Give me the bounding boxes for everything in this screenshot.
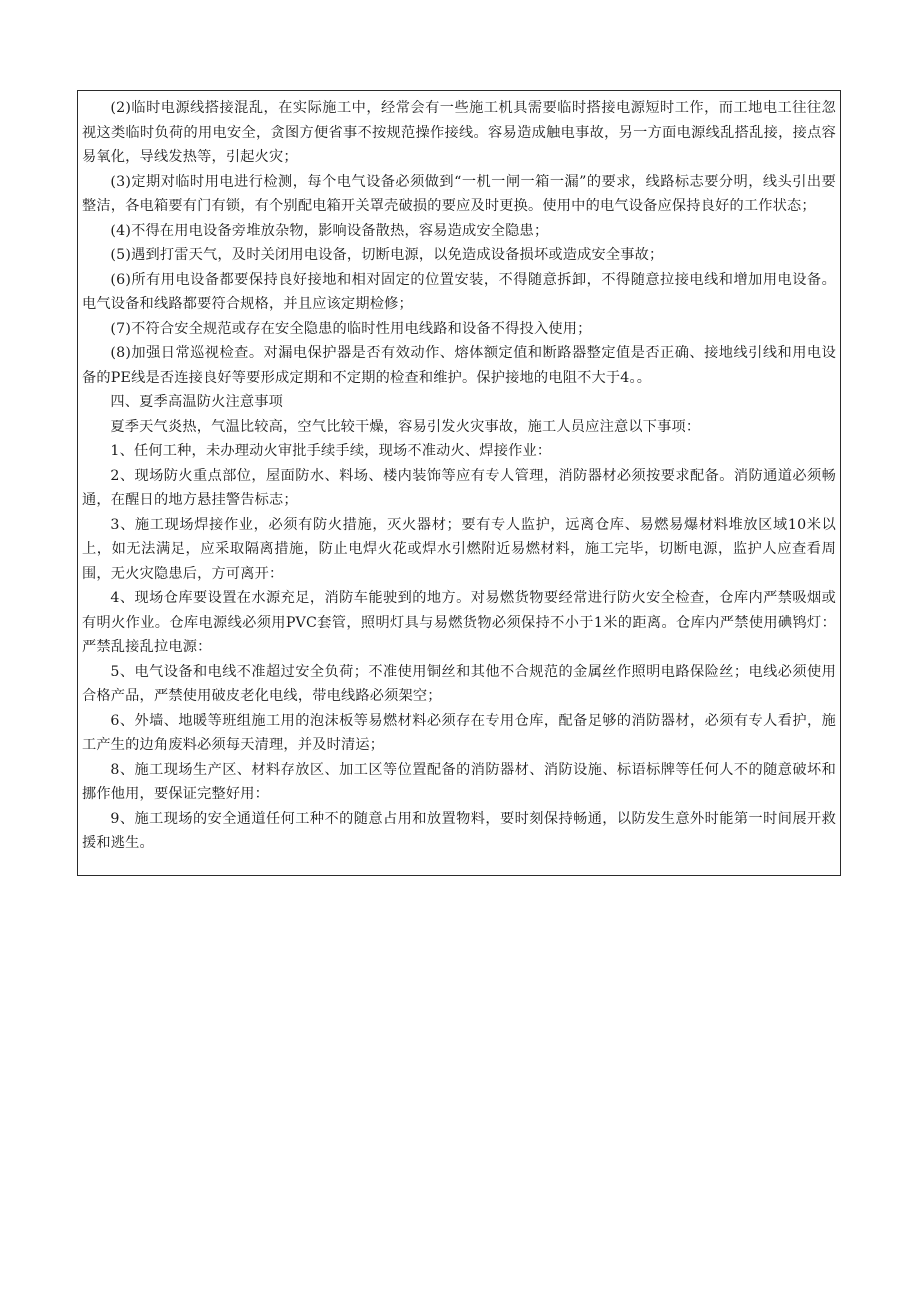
paragraph-temporary-power-wiring: (2)临时电源线搭接混乱，在实际施工中，经常会有一些施工机具需要临时搭接电源短时工作，而工地电工往往忽视这类临时负荷的用电安全，贪图方便省事不按规范操作接线。容易造成触电事故，另一方面电源线乱搭乱接，接点容易氧化，导线发热等，引起火灾； [82, 100, 836, 165]
paragraph-daily-patrol: (8)加强日常巡视检查。对漏电保护器是否有效动作、熔体额定值和断路器整定值是否正确、接地线引线和用电设备的PE线是否连接良好等要形成定期和不定期的检查和维护。保护接地的电阻不大于4。。 [82, 345, 836, 386]
paragraph-no-clutter: (4)不得在用电设备旁堆放杂物，影响设备散热，容易造成安全隐患； [110, 222, 549, 239]
list-item-4: 4、现场仓库要设置在水源充足，消防车能驶到的地方。对易燃货物要经常进行防火安全检查，仓库内严禁吸烟或有明火作业。仓库电源线必须用PVC套管，照明灯具与易燃货物必须保持不小于1米的距离。仓库内严禁使用碘鸨灯：严禁乱接乱拉电源： [82, 590, 836, 655]
document-text-box [77, 90, 841, 876]
list-item-5: 5、电气设备和电线不准超过安全负荷；不准使用铜丝和其他不合规范的金属丝作照明电路保险丝；电线必须使用合格产品，严禁使用破皮老化电线，带电线路必须架空； [82, 663, 836, 704]
list-item-1: 1、任何工种，未办理动火审批手续手续，现场不准动火、焊接作业： [110, 443, 552, 459]
paragraph-grounding: (6)所有用电设备都要保持良好接地和相对固定的位置安装，不得随意拆卸，不得随意拉接电线和增加用电设备。电气设备和线路都要符合规格，并且应该定期检修； [82, 271, 836, 312]
list-item-3: 3、施工现场焊接作业，必须有防火措施，灭火器材；要有专人监护，远离仓库、易燃易爆材料堆放区域10米以上，如无法满足，应采取隔离措施，防止电焊火花或焊水引燃附近易燃材料，施工完毕，切断电源，监护人应查看周围，无火灾隐患后，方可离开： [82, 516, 836, 582]
list-item-9: 9、施工现场的安全通道任何工种不的随意占用和放置物料，要时刻保持畅通，以防发生意外时能第一时间展开救援和逃生。 [82, 810, 836, 851]
paragraph-summer-intro: 夏季天气炎热，气温比较高，空气比较干燥，容易引发火灾事故，施工人员应注意以下事项： [110, 418, 701, 435]
list-item-8: 8、施工现场生产区、材料存放区、加工区等位置配备的消防器材、消防设施、标语标牌等任何人不的随意破坏和挪作他用，要保证完整好用： [82, 761, 836, 802]
paragraph-periodic-inspection: (3)定期对临时用电进行检测，每个电气设备必须做到“一机一闸一箱一漏”的要求，线路标志要分明，线头引出要整洁，各电箱要有门有锁，有个别配电箱开关罩壳破损的要应及时更换。使用中的电气设备应保持良好的工作状态； [82, 173, 836, 214]
list-item-2: 2、现场防火重点部位，屋面防水、料场、楼内装饰等应有专人管理，消防器材必须按要求配备。消防通道必须畅通，在醒日的地方悬挂警告标志； [82, 467, 836, 508]
list-item-6: 6、外墙、地暖等班组施工用的泡沫板等易燃材料必须存在专用仓库，配备足够的消防器材，必须有专人看护，施工产生的边角废料必须每天清理，并及时清运； [82, 712, 836, 753]
section-heading-summer-fire-prevention: 四、夏季高温防火注意事项 [110, 394, 284, 410]
paragraph-thunderstorm: (5)遇到打雷天气，及时关闭用电设备，切断电源，以免造成设备损坏或造成安全事故； [110, 247, 664, 263]
paragraph-non-compliant-lines: (7)不符合安全规范或存在安全隐患的临时性用电线路和设备不得投入使用； [110, 320, 592, 337]
